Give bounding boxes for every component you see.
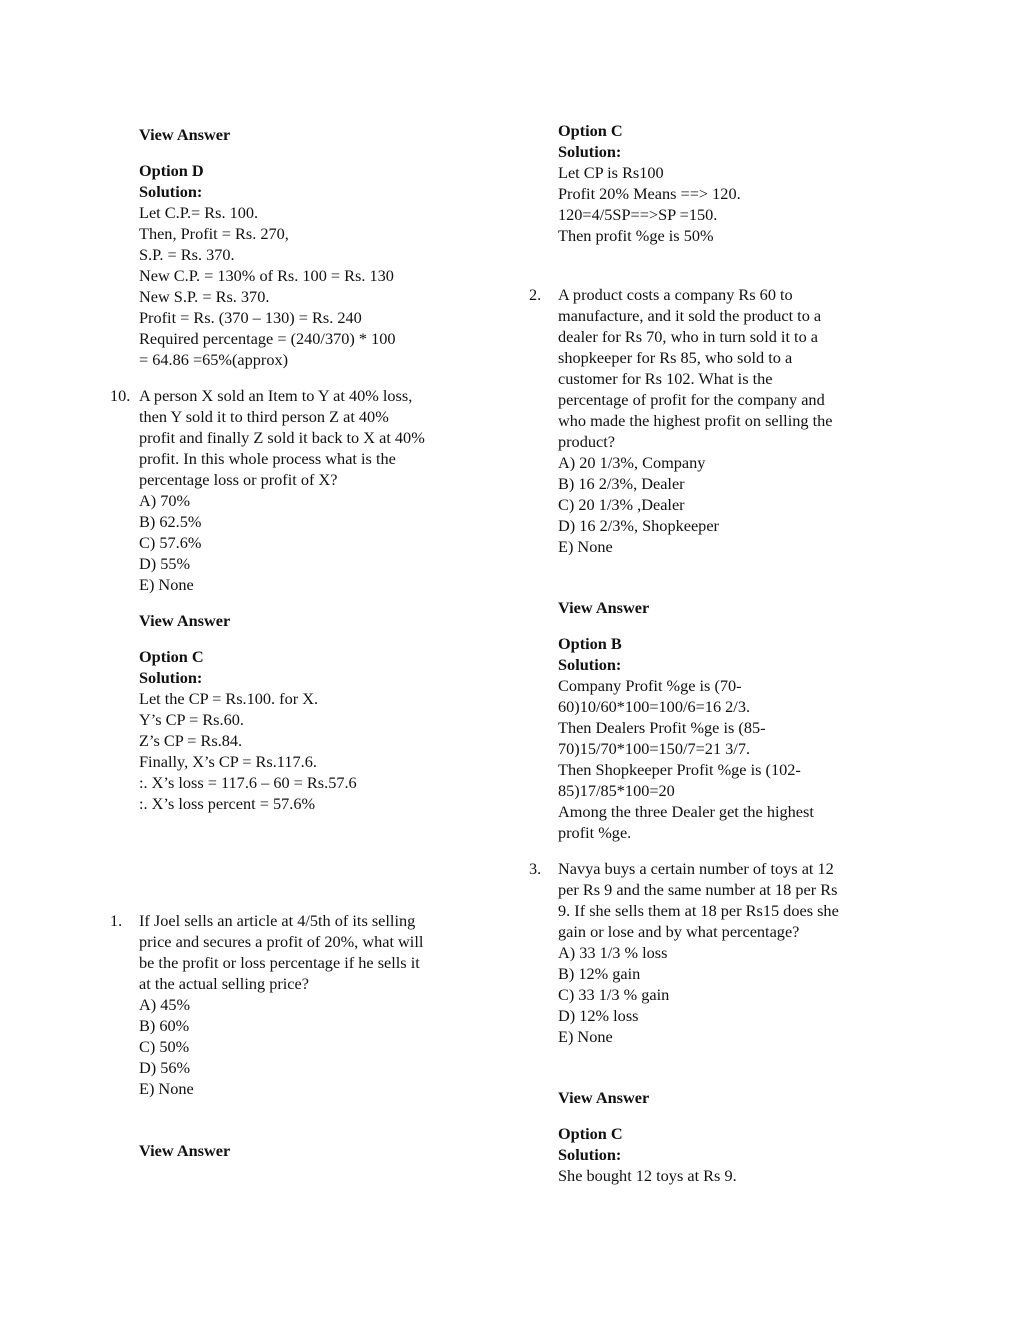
solution-line: Then Dealers Profit %ge is (85- [558, 718, 766, 737]
question-text-line: 9. If she sells them at 18 per Rs15 does she [558, 901, 839, 920]
answer-choice: A) 20 1/3%, Company [558, 453, 706, 472]
question-number: 1. [110, 911, 123, 930]
question-text-line: at the actual selling price? [139, 974, 309, 993]
solution-line: 120=4/5SP==>SP =150. [558, 205, 718, 224]
question-text-line: customer for Rs 102. What is the [558, 369, 773, 388]
answer-choice: B) 16 2/3%, Dealer [558, 474, 685, 493]
question-text-line: percentage loss or profit of X? [139, 470, 338, 489]
solution-line: Company Profit %ge is (70- [558, 676, 742, 695]
answer-block-q1 [558, 120, 889, 246]
solution-line: Finally, X’s CP = Rs.117.6. [139, 752, 317, 771]
question-text-line: gain or lose and by what percentage? [558, 922, 800, 941]
question-number: 2. [529, 285, 542, 304]
answer-choice: A) 45% [139, 995, 191, 1014]
question-text-line: manufacture, and it sold the product to a [558, 306, 822, 325]
solution-line: Let CP is Rs100 [558, 163, 664, 182]
answer-choice: D) 56% [139, 1058, 191, 1077]
question-text-line: A product costs a company Rs 60 to [558, 285, 793, 304]
question-10 [110, 385, 480, 814]
question-text-line: If Joel sells an article at 4/5th of its selling [139, 911, 416, 930]
question-text-line: be the profit or loss percentage if he sells it [139, 953, 420, 972]
solution-line: 70)15/70*100=150/7=21 3/7. [558, 739, 751, 758]
question-text-line: Navya buys a certain number of toys at 12 [558, 859, 834, 878]
left-column [110, 124, 480, 1161]
solution-label: Solution: [139, 668, 203, 687]
question-3 [529, 858, 889, 1186]
answer-block-q9 [139, 160, 480, 370]
answer-option: Option C [139, 647, 204, 666]
answer-choice: C) 33 1/3 % gain [558, 985, 670, 1004]
solution-label: Solution: [558, 142, 622, 161]
solution-line: = 64.86 =65%(approx) [139, 350, 289, 369]
question-2 [529, 284, 889, 843]
solution-line: New S.P. = Rs. 370. [139, 287, 270, 306]
answer-choice: D) 12% loss [558, 1006, 639, 1025]
solution-line: Required percentage = (240/370) * 100 [139, 329, 396, 348]
question-1 [110, 910, 480, 1161]
view-answer-link[interactable]: View Answer [139, 1141, 231, 1160]
question-text-line: A person X sold an Item to Y at 40% loss, [139, 386, 413, 405]
answer-choice: D) 55% [139, 554, 191, 573]
answer-option: Option C [558, 1124, 623, 1143]
answer-option: Option D [139, 161, 204, 180]
question-text-line: price and secures a profit of 20%, what will [139, 932, 424, 951]
solution-line: Among the three Dealer get the highest [558, 802, 814, 821]
question-text-line: shopkeeper for Rs 85, who sold to a [558, 348, 793, 367]
question-text-line: dealer for Rs 70, who in turn sold it to a [558, 327, 819, 346]
solution-line: 60)10/60*100=100/6=16 2/3. [558, 697, 751, 716]
answer-choice: B) 62.5% [139, 512, 202, 531]
view-answer-link[interactable]: View Answer [139, 125, 231, 144]
view-answer-link[interactable]: View Answer [558, 598, 650, 617]
question-number: 3. [529, 859, 542, 878]
solution-line: S.P. = Rs. 370. [139, 245, 235, 264]
answer-choice: C) 20 1/3% ,Dealer [558, 495, 685, 514]
question-text-line: profit and finally Z sold it back to X at 40% [139, 428, 425, 447]
solution-line: Profit = Rs. (370 – 130) = Rs. 240 [139, 308, 362, 327]
solution-line: Profit 20% Means ==> 120. [558, 184, 741, 203]
solution-line: Let the CP = Rs.100. for X. [139, 689, 319, 708]
answer-choice: E) None [139, 1079, 194, 1098]
question-text-line: profit. In this whole process what is the [139, 449, 396, 468]
answer-choice: E) None [558, 537, 613, 556]
question-text-line: then Y sold it to third person Z at 40% [139, 407, 389, 426]
solution-line: Z’s CP = Rs.84. [139, 731, 243, 750]
solution-line: She bought 12 toys at Rs 9. [558, 1166, 737, 1185]
answer-choice: E) None [139, 575, 194, 594]
solution-line: Then, Profit = Rs. 270, [139, 224, 289, 243]
solution-line: New C.P. = 130% of Rs. 100 = Rs. 130 [139, 266, 394, 285]
solution-line: Then Shopkeeper Profit %ge is (102- [558, 760, 801, 779]
answer-choice: A) 33 1/3 % loss [558, 943, 668, 962]
answer-option: Option B [558, 634, 622, 653]
answer-option: Option C [558, 121, 623, 140]
view-answer-link[interactable]: View Answer [558, 1088, 650, 1107]
answer-choice: E) None [558, 1027, 613, 1046]
answer-choice: C) 50% [139, 1037, 190, 1056]
answer-choice: B) 60% [139, 1016, 190, 1035]
solution-line: profit %ge. [558, 823, 632, 842]
solution-line: Let C.P.= Rs. 100. [139, 203, 259, 222]
solution-line: Y’s CP = Rs.60. [139, 710, 244, 729]
solution-line: :. X’s loss percent = 57.6% [139, 794, 316, 813]
answer-choice: C) 57.6% [139, 533, 202, 552]
solution-line: 85)17/85*100=20 [558, 781, 675, 800]
question-text-line: percentage of profit for the company and [558, 390, 825, 409]
right-column [529, 120, 889, 1186]
question-number: 10. [110, 386, 131, 405]
solution-label: Solution: [139, 182, 203, 201]
answer-choice: B) 12% gain [558, 964, 641, 983]
answer-choice: A) 70% [139, 491, 191, 510]
solution-line: Then profit %ge is 50% [558, 226, 714, 245]
question-text-line: product? [558, 432, 615, 451]
question-text-line: per Rs 9 and the same number at 18 per Rs [558, 880, 838, 899]
solution-label: Solution: [558, 655, 622, 674]
solution-line: :. X’s loss = 117.6 – 60 = Rs.57.6 [139, 773, 357, 792]
solution-label: Solution: [558, 1145, 622, 1164]
question-text-line: who made the highest profit on selling the [558, 411, 833, 430]
answer-choice: D) 16 2/3%, Shopkeeper [558, 516, 719, 535]
view-answer-link[interactable]: View Answer [139, 611, 231, 630]
